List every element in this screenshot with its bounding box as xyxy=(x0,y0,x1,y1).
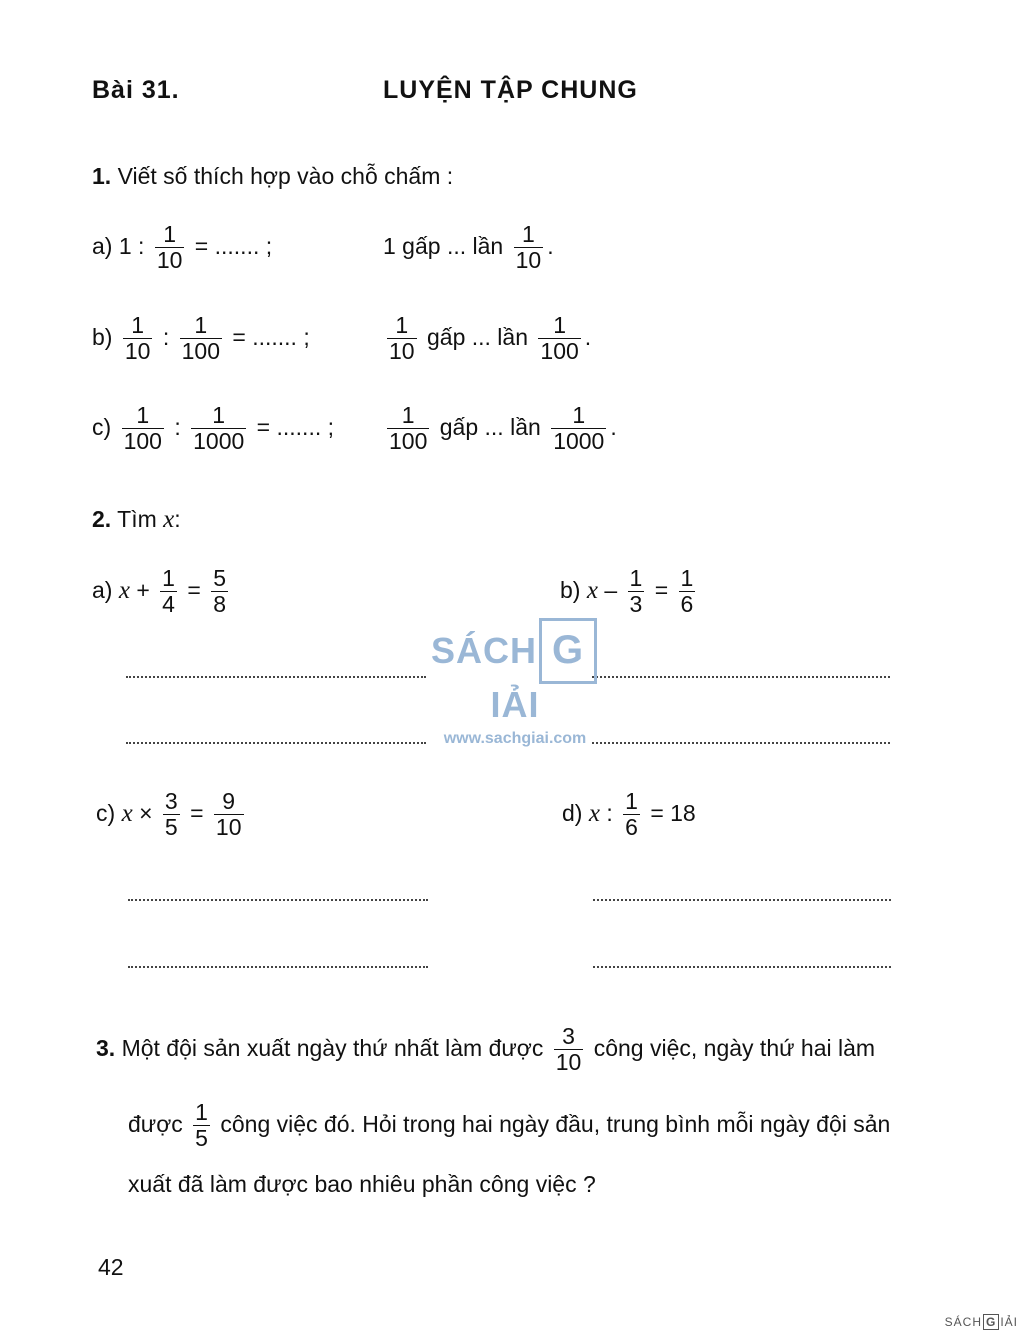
fraction: $\frac{1}{10}$ xyxy=(515,221,542,274)
answer-line[interactable] xyxy=(128,966,428,968)
ex3-line-1: 3. Một đội sản xuất ngày thứ nhất làm được $\frac{3}{10}$ công việc, ngày thứ hai làm xyxy=(96,1023,876,1076)
ex2-c: c) x × $\frac{3}{5}$ = $\frac{9}{10}$ xyxy=(96,788,242,841)
fraction: $\frac{1}{1000}$ xyxy=(553,402,605,455)
ex1-b-left: b) $\frac{1}{10}$ : $\frac{1}{100}$ = ....... ; xyxy=(92,312,310,365)
ex1-b-right: $\frac{1}{10}$ gấp ... lần $\frac{1}{100}$ . xyxy=(389,312,592,365)
fraction: $\frac{1}{3}$ xyxy=(629,565,643,618)
ex2-b-label: b) xyxy=(560,576,581,603)
ex1-prompt xyxy=(92,163,453,190)
answer-line[interactable] xyxy=(126,676,426,678)
watermark-brand: SÁCH GIẢI xyxy=(410,618,620,726)
fraction: $\frac{1}{6}$ xyxy=(680,565,694,618)
footer-logo: SÁCH G IẢI xyxy=(944,1315,1018,1329)
fraction: $\frac{1}{5}$ xyxy=(195,1099,208,1152)
page-title: LUYỆN TẬP CHUNG xyxy=(383,76,638,104)
fraction: $\frac{1}{100}$ xyxy=(181,312,220,365)
fraction: $\frac{1}{10}$ xyxy=(124,312,151,365)
ex1-b-right-text: gấp ... lần xyxy=(426,323,529,350)
watermark-url: www.sachgiai.com xyxy=(443,730,587,747)
answer-line[interactable] xyxy=(126,742,426,744)
ex2-b: b) x – $\frac{1}{3}$ = $\frac{1}{6}$ xyxy=(560,565,694,618)
ex2-number: 2. xyxy=(92,506,112,532)
ex2-a-label: a) xyxy=(92,576,113,603)
answer-line[interactable] xyxy=(593,966,891,968)
ex3-line-3: xuất đã làm được bao nhiêu phần công việc ? xyxy=(128,1171,596,1197)
ex3-number: 3. xyxy=(96,1034,116,1061)
ex1-a-label: a) xyxy=(92,232,113,259)
ex1-a-blank: = ....... ; xyxy=(194,232,273,259)
fraction: $\frac{9}{10}$ xyxy=(215,788,242,841)
ex2-text: Tìm xyxy=(117,506,157,532)
ex1-c-left: c) $\frac{1}{100}$ : $\frac{1}{1000}$ = ....... ; xyxy=(92,402,335,455)
ex2-a: a) x + $\frac{1}{4}$ = $\frac{5}{8}$ xyxy=(92,565,226,618)
fraction: $\frac{1}{100}$ xyxy=(389,402,428,455)
ex2-c-label: c) xyxy=(96,799,116,826)
ex1-number: 1. xyxy=(92,163,112,189)
ex1-b-label: b) xyxy=(92,323,113,350)
fraction: $\frac{5}{8}$ xyxy=(213,565,226,618)
answer-line[interactable] xyxy=(592,742,890,744)
fraction: $\frac{3}{5}$ xyxy=(164,788,178,841)
ex1-a-left xyxy=(92,222,272,274)
ex1-c-right-text: gấp ... lần xyxy=(439,413,541,440)
fraction: $\frac{1}{100}$ xyxy=(123,402,162,455)
fraction: $\frac{1}{1000}$ xyxy=(193,402,245,455)
ex1-a-right-text: 1 gấp ... lần xyxy=(383,232,504,259)
fraction: $\frac{1}{10}$ xyxy=(156,221,183,274)
ex2-d: d) x : $\frac{1}{6}$ = 18 xyxy=(562,788,696,841)
ex1-a-right: 1 gấp ... lần $\frac{1}{10}$ . xyxy=(383,221,554,274)
ex2-d-label: d) xyxy=(562,799,583,826)
fraction: $\frac{1}{4}$ xyxy=(162,565,175,618)
ex1-a-prefix: 1 : xyxy=(118,232,145,259)
fraction: $\frac{3}{10}$ xyxy=(555,1023,582,1076)
ex1-c-blank: = ....... ; xyxy=(256,413,335,440)
ex3-line-2: được $\frac{1}{5}$ công việc đó. Hỏi trong hai ngày đầu, trung bình mỗi ngày đội sản xyxy=(128,1099,891,1152)
fraction: $\frac{1}{100}$ xyxy=(540,312,579,365)
fraction: $\frac{1}{6}$ xyxy=(625,788,638,841)
watermark xyxy=(410,618,620,747)
fraction: $\frac{1}{10}$ xyxy=(389,312,415,365)
answer-line[interactable] xyxy=(128,899,428,901)
answer-line[interactable] xyxy=(593,899,891,901)
page-number: 42 xyxy=(98,1254,124,1280)
answer-line[interactable] xyxy=(592,676,890,678)
ex1-b-blank: = ....... ; xyxy=(232,323,310,350)
lesson-number: Bài 31. xyxy=(92,76,180,104)
ex2-prompt: 2. Tìm x: xyxy=(92,506,181,533)
ex1-text: Viết số thích hợp vào chỗ chấm : xyxy=(117,163,454,189)
ex1-c-right: $\frac{1}{100}$ gấp ... lần $\frac{1}{1000}$ . xyxy=(389,402,617,455)
ex1-c-label: c) xyxy=(92,413,112,440)
